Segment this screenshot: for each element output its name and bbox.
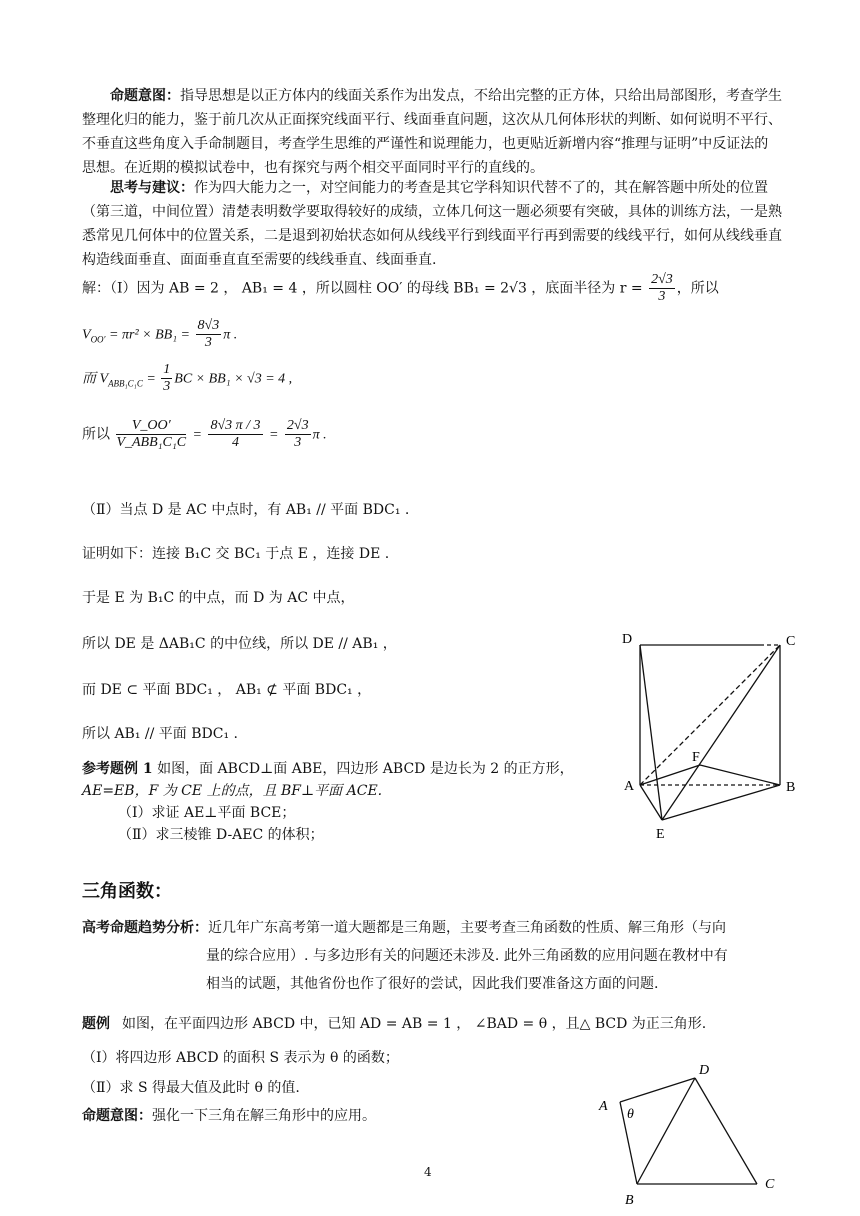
edge-AC [640, 645, 780, 785]
label-theta: θ [627, 1107, 634, 1122]
label-C: C [765, 1177, 775, 1192]
solution-text: ，所以 [676, 280, 719, 297]
proof-line-5: 所以 AB₁ // 平面 BDC₁ . [82, 726, 238, 742]
label-A: A [599, 1099, 608, 1114]
edge-DE [640, 645, 662, 820]
example2-q1: （Ⅰ）将四边形 ABCD 的面积 S 表示为 θ 的函数； [82, 1050, 399, 1066]
label-A: A [624, 779, 635, 794]
intent-text: 指导思想是以正方体内的线面关系作为出发点，不给出完整的正方体，只给出局部图形，考查学生整理化归的能力，鉴于前几次从正面探究线面平行、线面垂直问题，这次从几何体形状的判断、如何说明不平行、不垂直这些角度入手命制题目，考查学生思维的严谨性和说理能力，也更贴近新增内容“推理与证明”中反证法的思想。在近期的模拟试卷中，也有探究与两个相交平面同时平行的直线的。 [82, 88, 782, 176]
example1-statement: 参考题例 1 如图，面 ABCD⊥面 ABE，四边形 ABCD 是边长为 2 的正方形， AE=EB，F 为 CE 上的点，且 BF⊥平面 ACE. [82, 761, 574, 799]
example2-label: 题例 [82, 1016, 110, 1032]
label-C: C [786, 634, 796, 649]
advice-text: 作为四大能力之一，对空间能力的考查是其它学科知识代替不了的，其在解答题中所处的位置（第三道，中间位置）清楚表明数学要取得较好的成绩，立体几何这一题必须要有突破，具体的训练方法，一是熟悉常见几何体中的位置关系，二是退到初始状态如何从线线平行到线面平行再到需要的线线平行，如何从线线垂直构造线面垂直、面面垂直直至需要的线线垂直、线面垂直. [82, 180, 782, 268]
part2-statement: （Ⅱ）当点 D 是 AC 中点时，有 AB₁ // 平面 BDC₁ . [82, 502, 410, 518]
solution-line-1 [82, 272, 782, 305]
proof-line-2: 于是 E 为 B₁C 的中点，而 D 为 AC 中点， [82, 590, 355, 606]
proof-line-3: 所以 DE 是 ΔAB₁C 的中位线，所以 DE // AB₁ ， [82, 636, 397, 652]
fraction-volume: $\frac{8√3}{3}$ [197, 318, 220, 350]
edge-DC [695, 1078, 757, 1184]
label-E: E [656, 827, 665, 842]
edge-AF [640, 765, 700, 785]
label-B: B [625, 1193, 634, 1208]
edge-EC [662, 645, 780, 820]
example1-figure [620, 625, 805, 845]
example1-q2: （Ⅱ）求三棱锥 D-AEC 的体积； [118, 827, 324, 843]
example1-label: 参考题例 1 [82, 761, 153, 777]
page-number: 4 [424, 1165, 432, 1179]
example2-statement: 题例 如图，在平面四边形 ABCD 中，已知 AD = AB = 1 ， ∠BAD = θ ，且△ BCD 为正三角形. [82, 1016, 707, 1032]
intent-paragraph [82, 84, 782, 180]
advice-label: 思考与建议： [110, 180, 194, 196]
fraction-big: $\frac{8√3 \pi / 3}{4}$ [210, 418, 261, 450]
trend-paragraph: 高考命题趋势分析：近几年广东高考第一道大题都是三角题，主要考查三角函数的性质、解三角形（与向 [82, 920, 726, 936]
section-title-trig: 三角函数： [82, 881, 172, 902]
solution-line-2: $V_{OO'} = \pi r^2 \times BB_1$ = $\frac{8√3}{3}$ π . [82, 318, 238, 350]
fraction-result: $\frac{2√3}{3}$ [286, 418, 309, 450]
edge-FB [700, 765, 780, 785]
trend-line-2: 量的综合应用）. 与多边形有关的问题还未涉及. 此外三角函数的应用问题在教材中有 [206, 948, 728, 964]
example2-q2: （Ⅱ）求 S 得最大值及此时 θ 的值. [82, 1080, 300, 1096]
intent-label: 命题意图： [110, 88, 180, 104]
label-D: D [699, 1063, 710, 1078]
example2-intent: 命题意图：强化一下三角在解三角形中的应用。 [82, 1108, 376, 1124]
example2-figure [595, 1060, 785, 1210]
fraction-ratio: $\frac{V\_OO'}{\text{V\_ABB₁C₁C}}$ [116, 418, 187, 450]
proof-line-1: 证明如下：连接 B₁C 交 BC₁ 于点 E ，连接 DE . [82, 546, 390, 562]
fraction-r: $\frac{2√3}{3}$ [651, 272, 673, 304]
proof-line-4: 而 DE ⊂ 平面 BDC₁ ， AB₁ ⊄ 平面 BDC₁ ， [82, 682, 372, 698]
trend-label: 高考命题趋势分析： [82, 920, 208, 936]
trend-line-3: 相当的试题，其他省份也作了很好的尝试，因此我们要准备这方面的问题. [206, 976, 659, 992]
solution-text: 解：（Ⅰ）因为 AB = 2 ， AB₁ = 4 ，所以圆柱 OO′ 的母线 BB₁ = 2√3 ，底面半径为 r = [82, 280, 648, 297]
solution-line-3: 而 $V_{ABB_1C_1C}$ = $\frac{1}{3}$ BC × BB₁ × √3 = 4 , [82, 362, 293, 394]
advice-paragraph [82, 176, 782, 272]
example2-intent-label: 命题意图： [82, 1108, 152, 1124]
example1-q1: （Ⅰ）求证 AE⊥平面 BCE； [118, 805, 296, 821]
label-F: F [692, 750, 700, 765]
label-B: B [786, 780, 796, 795]
fraction-third: $\frac{1}{3}$ [163, 362, 171, 394]
label-D: D [622, 632, 633, 647]
edge-EB [662, 785, 780, 820]
solution-line-4: 所以 $\frac{V\_OO'}{\text{V\_ABB₁C₁C}}$ = $\frac{8√3 \pi / 3}{4}$ = $\frac{2√3}{3}$ π . [82, 418, 327, 450]
